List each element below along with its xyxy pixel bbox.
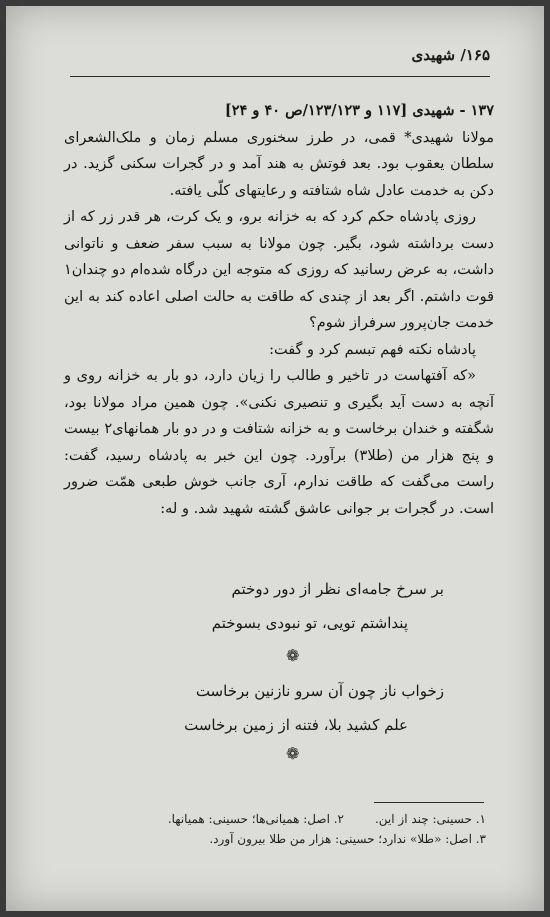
book-page xyxy=(6,6,544,911)
paragraph-3: «که آفتهاست در تاخیر و طالب را زیان دارد، دو بار به خزانه روی و آنچه به دست آید بگیری و تنصیری نکنی». چون همین مراد مولانا بود، شگفته و خندان برخاست و به خزانه شتافت و در دو بار همانهای۲ بیست و پنج هزار من (طلا۳) برآورد. چون این خبر به پادشاه رسید، گفت: راست می‌گفت که طاقت ندارم، آری جانب خوش طبعی همّت ضرور است. در گجرات بر جوانی عاشق گشته شهید شد. و له: xyxy=(64,368,495,517)
main-text xyxy=(64,98,494,522)
poem-1-line-2: پنداشتم تویی، تو نبودی بسوختم xyxy=(211,614,408,632)
running-head: ۱۶۵/ شهیدی xyxy=(411,46,490,64)
poem-2-line-1: زخواب ناز چون آن سرو نازنین برخاست xyxy=(195,682,444,700)
poem-2-line-2: علم کشید بلا، فتنه از زمین برخاست xyxy=(184,716,408,734)
poem-1-line-1: بر سرخ جامه‌ای نظر از دور دوختم xyxy=(231,580,444,598)
paragraph-1: روزی پادشاه حکم کرد که به خزانه برو، و یک کرت، هر قدر زر که از دست برداشته شود، بگیر. چون مولانا به سبب سفر ضعف و ناتوانی داشت، به عرض رسانید که روزی که متوجه این درگاه شده‌ام دو چندان۱ قوت داشتم. اگر بعد از چندی که طاقت به حالت اصلی اعاده کند به این خدمت جان‌پرور سرفراز شوم؟ xyxy=(64,209,494,331)
footnote-1: ۱. حسینی: چند از این. xyxy=(374,812,486,826)
footnote-rule xyxy=(374,802,484,803)
header-rule xyxy=(70,76,490,77)
ornament-divider: ❁ xyxy=(286,744,300,763)
ornament-divider: ❁ xyxy=(286,646,300,665)
paragraph-2: پادشاه نکته فهم تبسم کرد و گفت: xyxy=(269,341,476,358)
entry-title: ۱۳۷ - شهیدی [۱۱۷ و ۱۲۳/۱۲۳/ص ۴۰ و ۲۴] xyxy=(224,102,494,119)
footnote-3: ۳. اصل: «طلا» ندارد؛ حسینی: هزار من طلا بیرون آورد. xyxy=(209,832,486,846)
intro-paragraph: مولانا شهیدی* قمی، در طرز سخنوری مسلم زمان و ملک‌الشعرای سلطان یعقوب بود. بعد فوتش به هند آمد و در گجرات سکنی گزید. در دکن به خدمت عادل شاه شتافته و رعایتهای کلّی یافته. xyxy=(64,129,494,199)
footnote-2: ۲. اصل: همیانی‌ها؛ حسینی: همیانها. xyxy=(167,812,344,826)
